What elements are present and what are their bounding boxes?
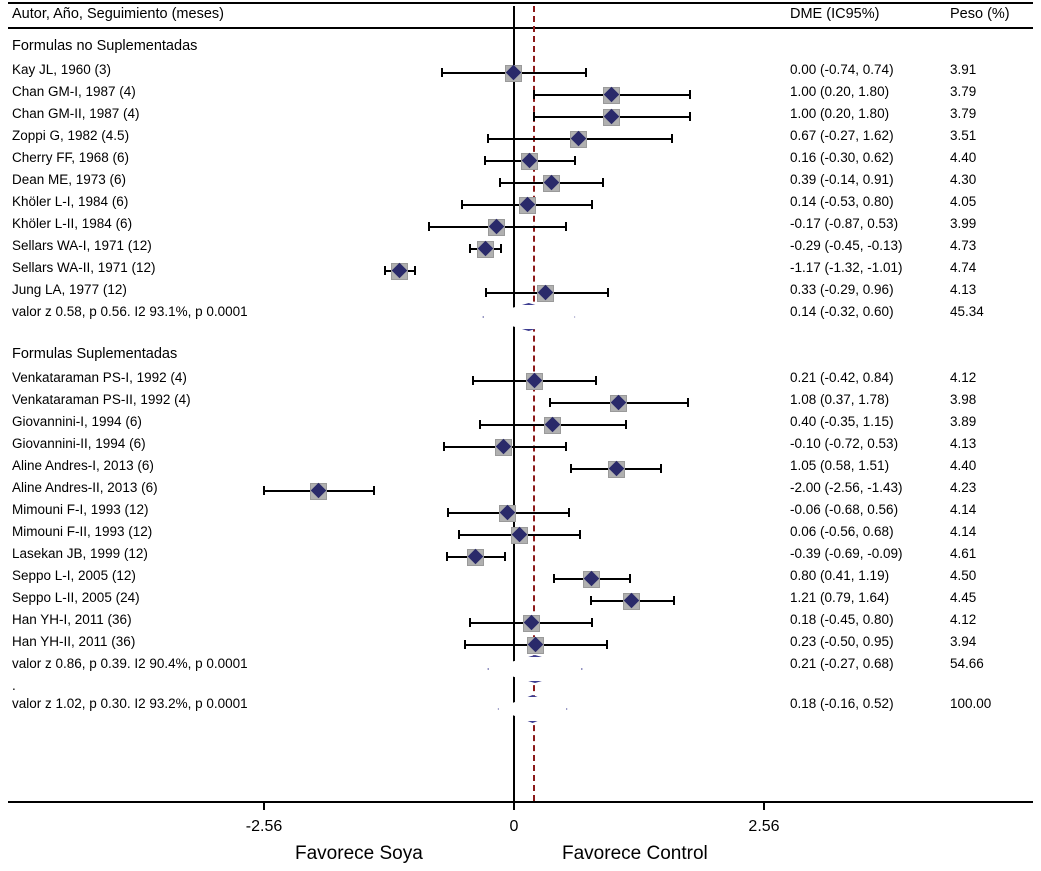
- separator-dot: .: [12, 678, 16, 693]
- axis-tick-label-left: -2.56: [245, 818, 283, 835]
- weight-value: 4.13: [950, 436, 977, 451]
- study-row: [0, 656, 1041, 678]
- study-label: Khöler L-I, 1984 (6): [12, 194, 129, 209]
- study-label: Aline Andres-II, 2013 (6): [12, 480, 158, 495]
- effect-value: -0.29 (-0.45, -0.13): [790, 238, 903, 253]
- weight-value: 4.23: [950, 480, 977, 495]
- study-row: [0, 696, 1041, 718]
- study-row: [0, 370, 1041, 392]
- study-label: Dean ME, 1973 (6): [12, 172, 127, 187]
- weight-value: 4.61: [950, 546, 977, 561]
- weight-value: 3.91: [950, 62, 977, 77]
- study-row: [0, 172, 1041, 194]
- study-row: [0, 282, 1041, 304]
- axis-tick-label-right: 2.56: [748, 818, 780, 835]
- study-row: [0, 524, 1041, 546]
- study-row: [0, 634, 1041, 656]
- study-row: [0, 392, 1041, 414]
- effect-value: 0.14 (-0.53, 0.80): [790, 194, 894, 209]
- study-label: Giovannini-I, 1994 (6): [12, 414, 142, 429]
- effect-value: 1.21 (0.79, 1.64): [790, 590, 890, 605]
- study-row: [0, 62, 1041, 84]
- study-label: Seppo L-I, 2005 (12): [12, 568, 136, 583]
- effect-value: 0.06 (-0.56, 0.68): [790, 524, 894, 539]
- weight-value: 4.50: [950, 568, 977, 583]
- study-label: Giovannini-II, 1994 (6): [12, 436, 146, 451]
- weight-value: 4.40: [950, 150, 977, 165]
- effect-value: 0.40 (-0.35, 1.15): [790, 414, 894, 429]
- study-row: [0, 194, 1041, 216]
- study-row: [0, 436, 1041, 458]
- study-label: Mimouni F-II, 1993 (12): [12, 524, 153, 539]
- weight-value: 54.66: [950, 656, 984, 671]
- weight-value: 3.99: [950, 216, 977, 231]
- weight-value: 3.79: [950, 106, 977, 121]
- weight-value: 4.30: [950, 172, 977, 187]
- weight-value: 3.79: [950, 84, 977, 99]
- study-row: [0, 150, 1041, 172]
- effect-value: 0.39 (-0.14, 0.91): [790, 172, 894, 187]
- study-label: Han YH-I, 2011 (36): [12, 612, 132, 627]
- study-row: [0, 128, 1041, 150]
- study-row: [0, 216, 1041, 238]
- effect-value: 0.16 (-0.30, 0.62): [790, 150, 894, 165]
- study-label: Venkataraman PS-II, 1992 (4): [12, 392, 191, 407]
- effect-value: -0.17 (-0.87, 0.53): [790, 216, 899, 231]
- effect-value: -1.17 (-1.32, -1.01): [790, 260, 903, 275]
- effect-value: 1.00 (0.20, 1.80): [790, 106, 890, 121]
- study-label: Khöler L-II, 1984 (6): [12, 216, 133, 231]
- group-heading-label: Formulas Suplementadas: [12, 346, 178, 362]
- top-rule: [8, 2, 1033, 4]
- effect-value: 0.14 (-0.32, 0.60): [790, 304, 894, 319]
- effect-value: 1.08 (0.37, 1.78): [790, 392, 890, 407]
- effect-value: 0.21 (-0.27, 0.68): [790, 656, 894, 671]
- column-header-author: Autor, Año, Seguimiento (meses): [12, 6, 224, 22]
- group-heading-row: [0, 38, 1041, 60]
- weight-value: 4.73: [950, 238, 977, 253]
- weight-value: 3.98: [950, 392, 977, 407]
- effect-value: 0.33 (-0.29, 0.96): [790, 282, 894, 297]
- study-label: Zoppi G, 1982 (4.5): [12, 128, 130, 143]
- effect-value: 1.05 (0.58, 1.51): [790, 458, 890, 473]
- weight-value: 4.14: [950, 524, 977, 539]
- study-row: [0, 590, 1041, 612]
- study-row: [0, 480, 1041, 502]
- effect-value: 1.00 (0.20, 1.80): [790, 84, 890, 99]
- weight-value: 4.13: [950, 282, 977, 297]
- weight-value: 4.45: [950, 590, 977, 605]
- study-row: [0, 546, 1041, 568]
- effect-value: -2.00 (-2.56, -1.43): [790, 480, 903, 495]
- study-label: Chan GM-II, 1987 (4): [12, 106, 140, 121]
- study-label: Mimouni F-I, 1993 (12): [12, 502, 149, 517]
- study-label: Cherry FF, 1968 (6): [12, 150, 130, 165]
- effect-value: 0.00 (-0.74, 0.74): [790, 62, 894, 77]
- effect-value: -0.10 (-0.72, 0.53): [790, 436, 899, 451]
- weight-value: 4.12: [950, 612, 977, 627]
- effect-value: 0.67 (-0.27, 1.62): [790, 128, 894, 143]
- study-label: Han YH-II, 2011 (36): [12, 634, 136, 649]
- effect-value: 0.21 (-0.42, 0.84): [790, 370, 894, 385]
- weight-value: 3.51: [950, 128, 977, 143]
- axis-title-right: Favorece Control: [562, 843, 708, 864]
- study-label: Kay JL, 1960 (3): [12, 62, 112, 77]
- study-row: [0, 612, 1041, 634]
- study-label: Venkataraman PS-I, 1992 (4): [12, 370, 187, 385]
- weight-value: 3.89: [950, 414, 977, 429]
- axis-title-left: Favorece Soya: [295, 843, 423, 864]
- axis-tick-right: [763, 801, 765, 810]
- weight-value: 4.12: [950, 370, 977, 385]
- effect-value: -0.39 (-0.69, -0.09): [790, 546, 903, 561]
- weight-value: 4.05: [950, 194, 977, 209]
- study-row: [0, 568, 1041, 590]
- weight-value: 100.00: [950, 696, 992, 711]
- header-rule: [8, 27, 1033, 29]
- study-label: valor z 0.86, p 0.39. I2 90.4%, p 0.0001: [12, 656, 248, 671]
- study-label: Lasekan JB, 1999 (12): [12, 546, 148, 561]
- weight-value: 3.94: [950, 634, 977, 649]
- weight-value: 4.40: [950, 458, 977, 473]
- study-row: [0, 84, 1041, 106]
- effect-value: 0.23 (-0.50, 0.95): [790, 634, 894, 649]
- study-label: Sellars WA-I, 1971 (12): [12, 238, 152, 253]
- column-header-effect: DME (IC95%): [790, 6, 880, 22]
- study-row: [0, 414, 1041, 436]
- study-label: valor z 1.02, p 0.30. I2 93.2%, p 0.0001: [12, 696, 248, 711]
- weight-value: 4.14: [950, 502, 977, 517]
- effect-value: 0.18 (-0.45, 0.80): [790, 612, 894, 627]
- group-heading-row: [0, 346, 1041, 368]
- axis-rule: [8, 801, 1033, 803]
- axis-tick-center: [513, 801, 515, 810]
- study-row: [0, 260, 1041, 282]
- study-row: [0, 502, 1041, 524]
- axis-tick-left: [263, 801, 265, 810]
- study-row: [0, 238, 1041, 260]
- study-label: Aline Andres-I, 2013 (6): [12, 458, 154, 473]
- study-row: [0, 458, 1041, 480]
- effect-value: -0.06 (-0.68, 0.56): [790, 502, 899, 517]
- column-header-weight: Peso (%): [950, 6, 1010, 22]
- study-row: [0, 304, 1041, 326]
- study-label: Sellars WA-II, 1971 (12): [12, 260, 156, 275]
- study-label: Chan GM-I, 1987 (4): [12, 84, 136, 99]
- axis-tick-label-center: 0: [509, 818, 519, 835]
- study-label: Seppo L-II, 2005 (24): [12, 590, 140, 605]
- study-label: valor z 0.58, p 0.56. I2 93.1%, p 0.0001: [12, 304, 248, 319]
- group-heading-label: Formulas no Suplementadas: [12, 38, 198, 54]
- effect-value: 0.80 (0.41, 1.19): [790, 568, 890, 583]
- study-row: [0, 106, 1041, 128]
- effect-value: 0.18 (-0.16, 0.52): [790, 696, 894, 711]
- weight-value: 4.74: [950, 260, 977, 275]
- weight-value: 45.34: [950, 304, 984, 319]
- study-label: Jung LA, 1977 (12): [12, 282, 127, 297]
